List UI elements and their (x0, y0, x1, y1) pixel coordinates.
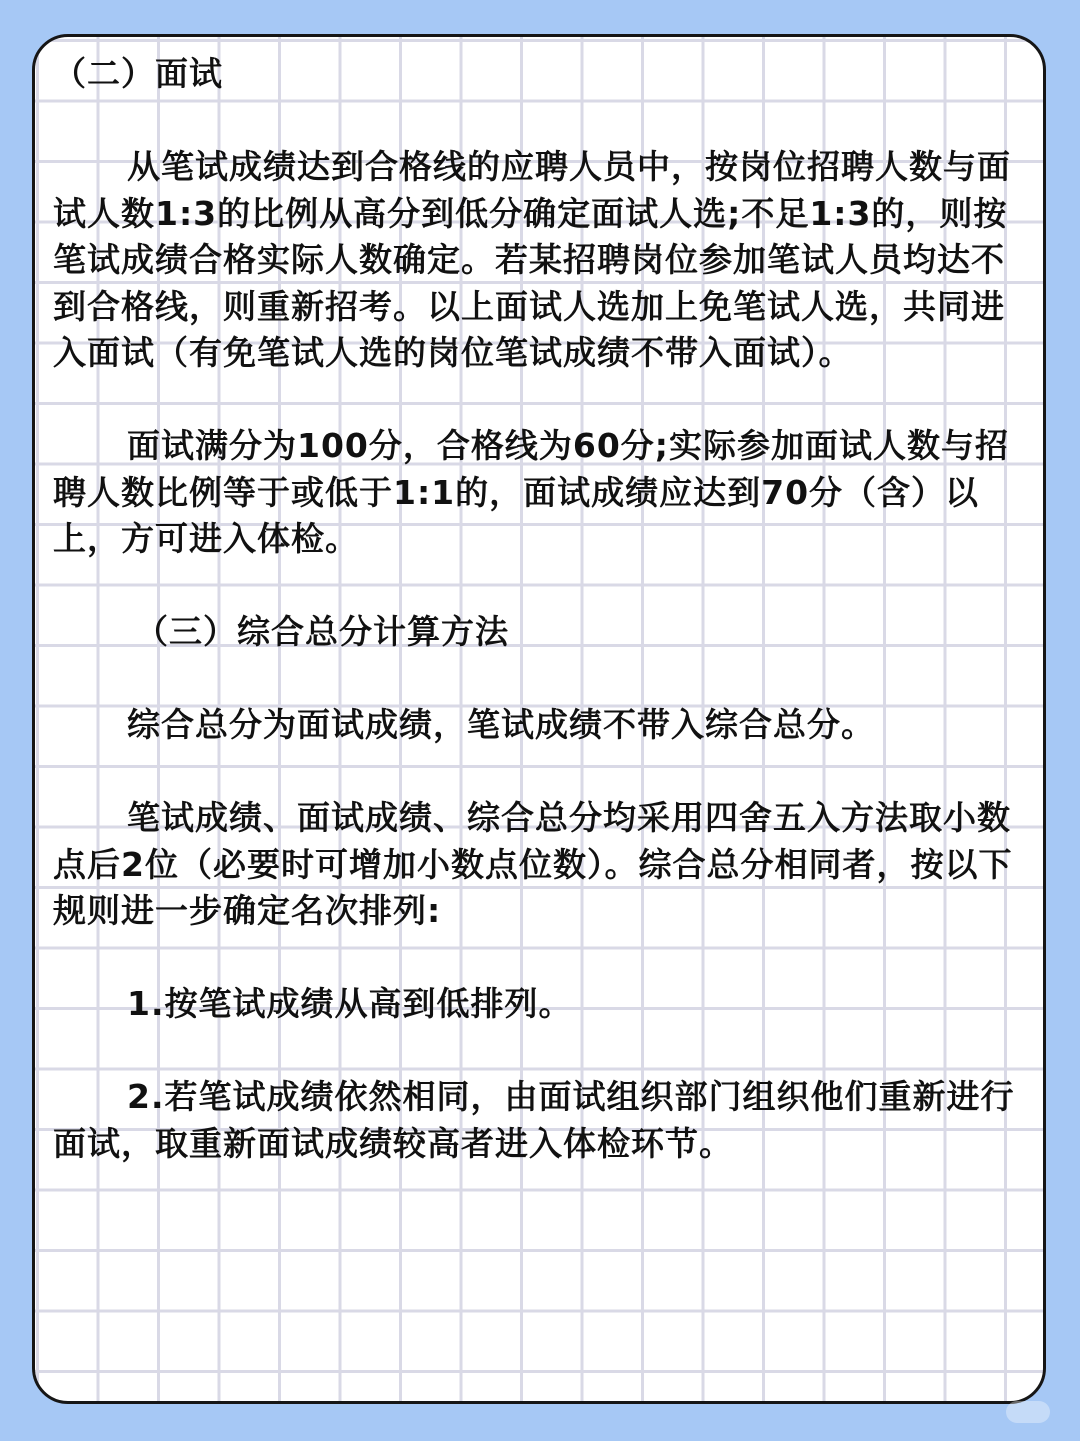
paragraph-gap (53, 563, 1035, 610)
document-content (53, 51, 1035, 1167)
section-heading-interview: （二）面试 (53, 54, 223, 93)
paragraph-ranking-rule-1: 1.按笔试成绩从高到低排列。 (127, 984, 573, 1023)
paragraph-gap (53, 935, 1035, 982)
document-card (32, 34, 1046, 1404)
paragraph-gap (53, 749, 1035, 796)
paragraph-gap (53, 377, 1035, 424)
paragraph-ranking-rule-2: 2.若笔试成绩依然相同，由面试组织部门组织他们重新进行面试，取重新面试成绩较高者进入体检环节。 (53, 1077, 1015, 1163)
paragraph-interview-selection: 从笔试成绩达到合格线的应聘人员中，按岗位招聘人数与面试人数1:3的比例从高分到低分确定面试人选;不足1:3的，则按笔试成绩合格实际人数确定。若某招聘岗位参加笔试人员均达不到合格线，则重新招考。以上面试人选加上免笔试人选，共同进入面试（有免笔试人选的岗位笔试成绩不带入面试）。 (53, 147, 1011, 372)
section-heading-total-score: （三）综合总分计算方法 (135, 612, 509, 651)
paragraph-gap (53, 656, 1035, 703)
paragraph-gap (53, 1028, 1035, 1075)
paragraph-total-score-definition: 综合总分为面试成绩，笔试成绩不带入综合总分。 (127, 705, 875, 744)
watermark-badge (1006, 1401, 1050, 1423)
paragraph-interview-score: 面试满分为100分，合格线为60分;实际参加面试人数与招聘人数比例等于或低于1:1的，面试成绩应达到70分（含）以上，方可进入体检。 (53, 426, 1010, 558)
paragraph-gap (53, 98, 1035, 145)
paragraph-rounding-rule: 笔试成绩、面试成绩、综合总分均采用四舍五入方法取小数点后2位（必要时可增加小数点位数）。综合总分相同者，按以下规则进一步确定名次排列: (53, 798, 1013, 930)
